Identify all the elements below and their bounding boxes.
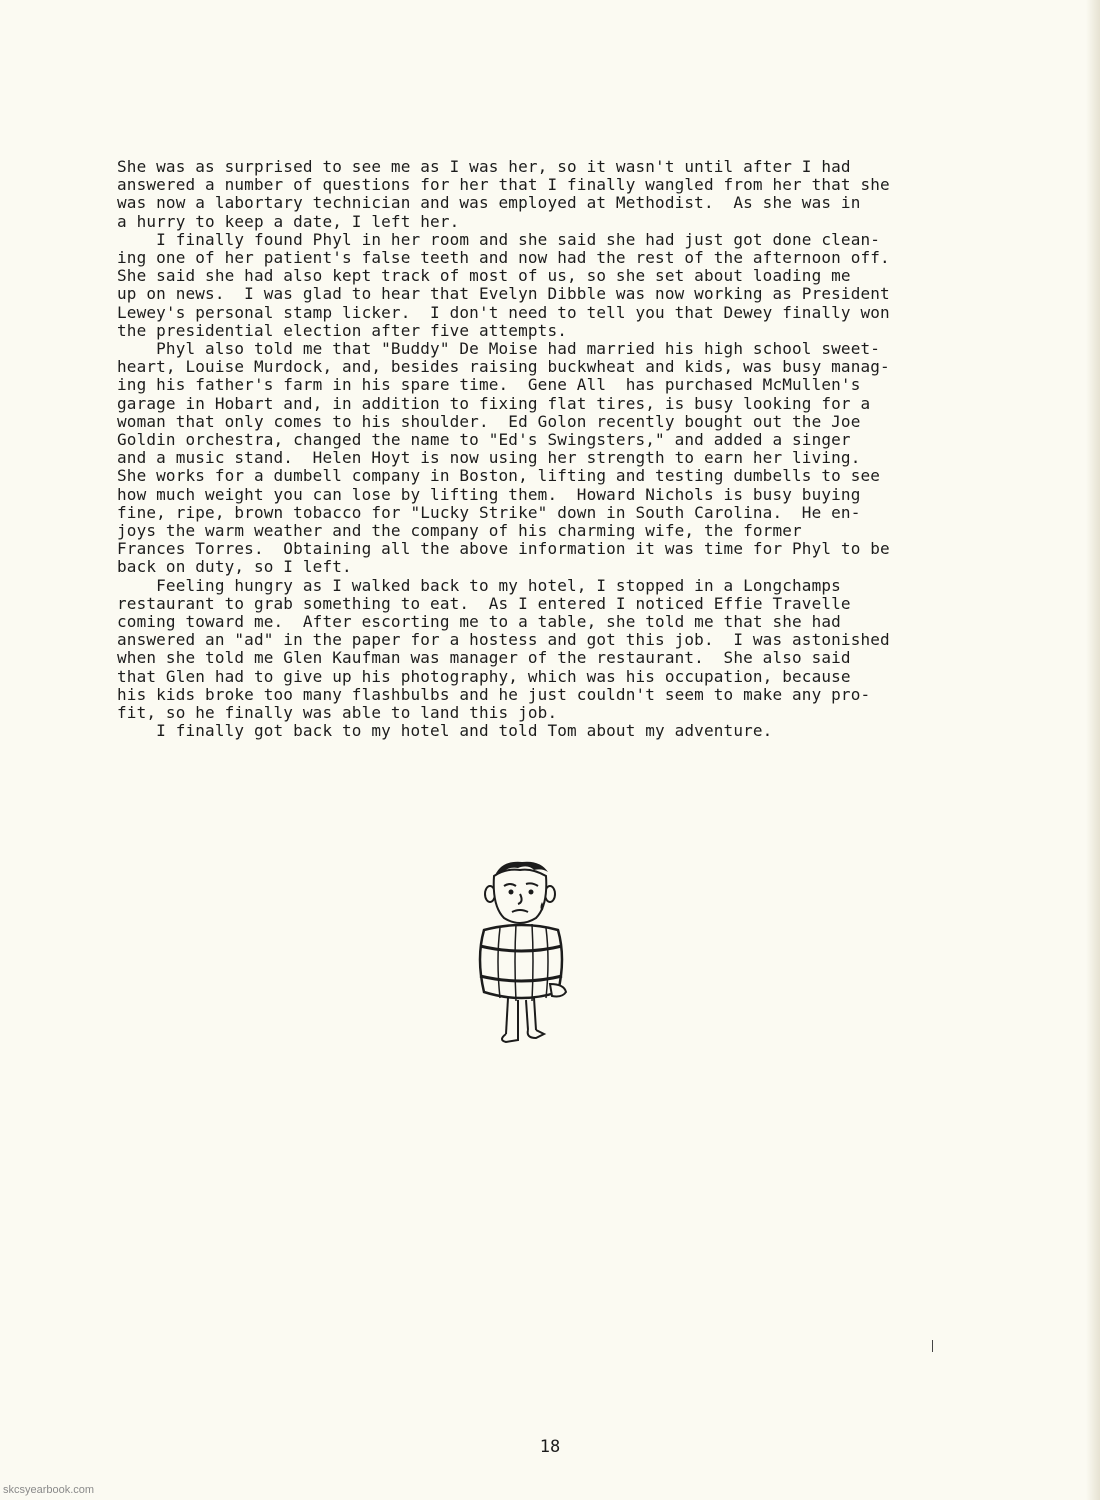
man-in-barrel-icon: [470, 858, 580, 1048]
text-line: Lewey's personal stamp licker. I don't need to tell you that Dewey finally won: [117, 302, 890, 322]
typed-story-text: [117, 158, 987, 741]
text-line: his kids broke too many flashbulbs and he just couldn't seem to make any pro-: [117, 684, 871, 704]
text-line: was now a labortary technician and was employed at Methodist. As she was in: [117, 193, 861, 213]
text-line: fit, so he finally was able to land this job.: [117, 703, 558, 723]
text-line: the presidential election after five attempts.: [117, 320, 568, 340]
text-line: answered an "ad" in the paper for a hostess and got this job. I was astonished: [117, 630, 890, 650]
text-line: ing one of her patient's false teeth and now had the rest of the afternoon off.: [117, 248, 890, 268]
text-line: how much weight you can lose by lifting them. Howard Nichols is busy buying: [117, 484, 861, 504]
text-line: Frances Torres. Obtaining all the above information it was time for Phyl to be: [117, 539, 890, 559]
text-line: garage in Hobart and, in addition to fixing flat tires, is busy looking for a: [117, 393, 871, 413]
text-line: I finally got back to my hotel and told Tom about my adventure.: [117, 721, 773, 741]
text-line: She works for a dumbell company in Boston, lifting and testing dumbells to see: [117, 466, 881, 486]
text-line: a hurry to keep a date, I left her.: [117, 211, 460, 231]
text-line: that Glen had to give up his photography, which was his occupation, because: [117, 666, 851, 686]
margin-mark: [932, 1340, 933, 1352]
text-line: back on duty, so I left.: [117, 557, 352, 577]
text-line: woman that only comes to his shoulder. Ed Golon recently bought out the Joe: [117, 411, 861, 431]
text-line: and a music stand. Helen Hoyt is now using her strength to earn her living.: [117, 448, 861, 468]
text-line: restaurant to grab something to eat. As I entered I noticed Effie Travelle: [117, 593, 851, 613]
text-line: heart, Louise Murdock, and, besides raising buckwheat and kids, was busy manag-: [117, 357, 890, 377]
text-line: coming toward me. After escorting me to a table, she told me that she had: [117, 612, 841, 632]
watermark: skcsyearbook.com: [3, 1484, 95, 1496]
text-line: She said she had also kept track of most of us, so she set about loading me: [117, 266, 851, 286]
text-line: I finally found Phyl in her room and she said she had just got done clean-: [117, 229, 881, 249]
text-line: Feeling hungry as I walked back to my hotel, I stopped in a Longchamps: [117, 575, 841, 595]
page-edge-shadow: [1086, 0, 1100, 1500]
text-line: She was as surprised to see me as I was her, so it wasn't until after I had: [117, 157, 851, 176]
text-line: joys the warm weather and the company of his charming wife, the former: [117, 521, 802, 541]
text-line: up on news. I was glad to hear that Evelyn Dibble was now working as President: [117, 284, 890, 304]
page-number: 18: [539, 1437, 561, 1457]
text-line: when she told me Glen Kaufman was manager of the restaurant. She also said: [117, 648, 851, 668]
text-line: answered a number of questions for her that I finally wangled from her that she: [117, 175, 890, 195]
text-line: Goldin orchestra, changed the name to "Ed's Swingsters," and added a singer: [117, 430, 851, 450]
text-line: Phyl also told me that "Buddy" De Moise had married his high school sweet-: [117, 339, 881, 359]
text-line: fine, ripe, brown tobacco for "Lucky Strike" down in South Carolina. He en-: [117, 502, 861, 522]
text-line: ing his father's farm in his spare time. Gene All has purchased McMullen's: [117, 375, 861, 395]
